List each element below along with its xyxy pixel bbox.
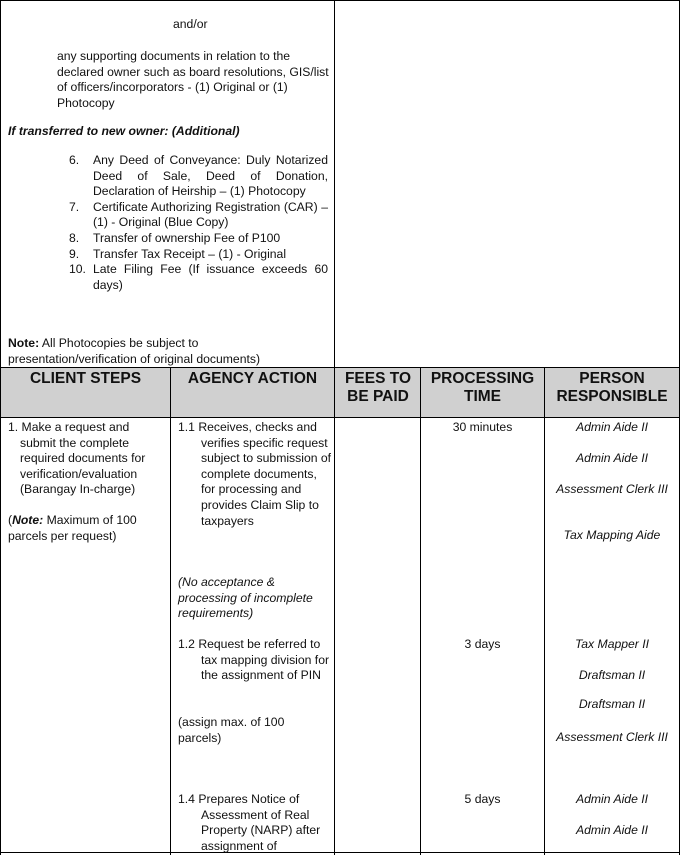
person-6: Draftsman II bbox=[578, 668, 646, 682]
header-person-responsible: PERSON RESPONSIBLE bbox=[556, 370, 668, 405]
person-1: Admin Aide II bbox=[575, 420, 649, 434]
header-bottom-line bbox=[0, 417, 680, 418]
person-2: Admin Aide II bbox=[575, 451, 649, 465]
person-8: Assessment Clerk III bbox=[556, 730, 668, 744]
border-top bbox=[0, 0, 680, 1]
action-1-2: 1.2 Request be referred to tax mapping division for the assignment of PIN bbox=[178, 637, 330, 683]
requirement-item: 6. Any Deed of Conveyance: Duly Notarized Deed of Sale, Deed of Donation, Declaration of Heirship – (1) Photocopy bbox=[69, 153, 328, 199]
time-2: 3 days bbox=[464, 637, 501, 651]
header-processing-time: PROCESSING TIME bbox=[430, 370, 535, 405]
time-3: 5 days bbox=[464, 792, 501, 806]
requirement-item: 9. Transfer Tax Receipt – (1) - Original bbox=[69, 246, 287, 261]
border-bottom bbox=[0, 852, 680, 853]
note-text: All Photocopies be subject to presentation/verification of original documents) bbox=[8, 336, 261, 366]
border-left bbox=[0, 0, 1, 855]
requirement-item: 7. Certificate Authorizing Registration (CAR) – (1) - Original (Blue Copy) bbox=[69, 199, 328, 230]
col-line-4 bbox=[544, 367, 545, 855]
header-agency-action: AGENCY ACTION bbox=[187, 370, 318, 387]
col-line-3 bbox=[420, 367, 421, 855]
person-7: Draftsman II bbox=[578, 697, 646, 711]
requirement-item: 10. Late Filing Fee (If issuance exceeds 60 days) bbox=[69, 262, 328, 292]
time-1: 30 minutes bbox=[452, 420, 513, 434]
action-1-4: 1.4 Prepares Notice of Assessment of Real Property (NARP) after assignment of bbox=[178, 792, 321, 853]
note-label: Note: bbox=[8, 336, 40, 350]
col-line-1 bbox=[170, 367, 171, 855]
requirement-item: 8. Transfer of ownership Fee of P100 bbox=[69, 230, 281, 245]
action-1-2-note: (assign max. of 100 parcels) bbox=[178, 715, 285, 745]
header-fees: FEES TO BE PAID bbox=[344, 370, 412, 405]
person-9: Admin Aide II bbox=[575, 792, 649, 806]
action-1-1: 1.1 Receives, checks and verifies specific request subject to submission of complete documents, for processing and provides Claim Slip to taxpayers bbox=[178, 420, 332, 528]
client-note-label: Note: bbox=[12, 513, 44, 527]
person-5: Tax Mapper II bbox=[574, 637, 650, 651]
top-divider bbox=[334, 0, 335, 368]
action-1-1-note: (No acceptance & processing of incomplete requirements) bbox=[178, 575, 313, 621]
person-4: Tax Mapping Aide bbox=[563, 528, 661, 542]
client-step-text: 1. Make a request and submit the complete required documents for verification/evaluation (Barangay In-charge) bbox=[8, 420, 146, 497]
requirements-list bbox=[69, 153, 328, 293]
person-3: Assessment Clerk III bbox=[556, 482, 668, 496]
client-note-text: Maximum of 100 parcels per request) bbox=[8, 513, 137, 543]
and-or-text: and/or bbox=[173, 17, 208, 31]
person-10: Admin Aide II bbox=[575, 823, 649, 837]
header-client-steps: CLIENT STEPS bbox=[29, 370, 142, 387]
col-line-2 bbox=[334, 367, 335, 855]
transfer-heading: If transferred to new owner: (Additional) bbox=[8, 124, 240, 138]
supporting-docs-text: any supporting documents in relation to the declared owner such as board resolutions, GIS/list of officers/incorporators - (1) Original or (1) Photocopy bbox=[57, 49, 329, 110]
client-step-note: (Note: Maximum of 100 parcels per request) bbox=[8, 513, 137, 543]
photocopy-note bbox=[8, 336, 308, 367]
